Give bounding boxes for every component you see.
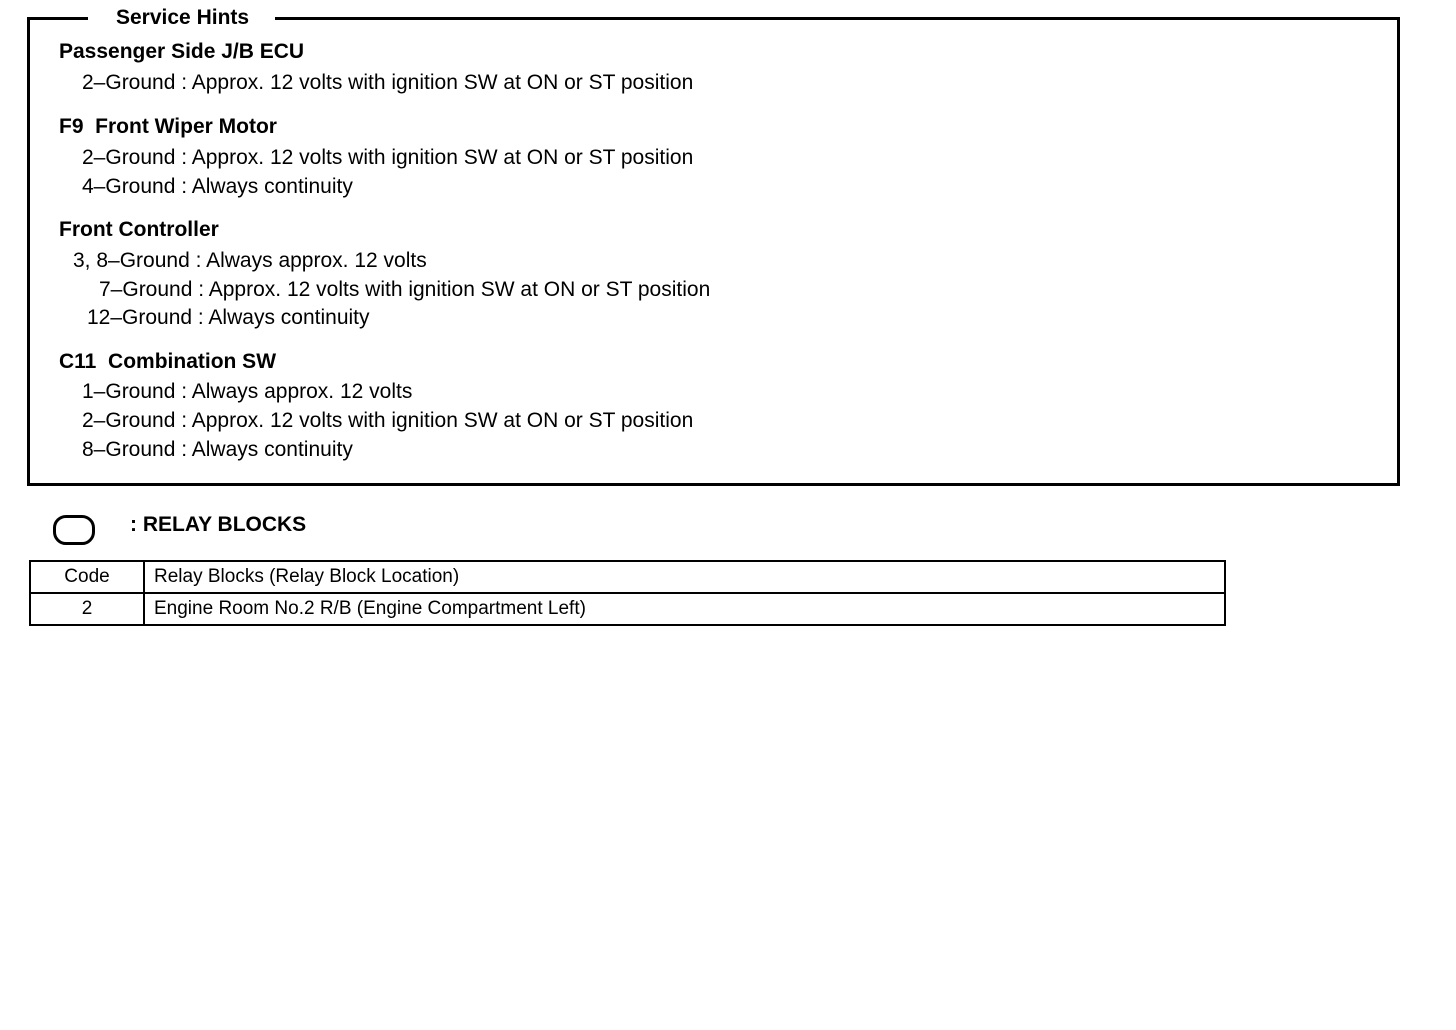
table-header-row <box>30 561 1225 593</box>
hint-line: 1–Ground : Always approx. 12 volts <box>82 380 413 403</box>
hint-line: 7–Ground : Approx. 12 volts with ignition SW at ON or ST position <box>99 278 711 301</box>
relay-blocks-legend-label: : RELAY BLOCKS <box>130 513 307 536</box>
relay-blocks-table <box>29 560 1226 626</box>
hint-line: 4–Ground : Always continuity <box>82 175 353 198</box>
service-hints-title: Service Hints <box>88 6 275 30</box>
table-row <box>30 593 1225 625</box>
table-cell-location: Engine Room No.2 R/B (Engine Compartment Left) <box>144 593 1225 625</box>
section-heading-combination-sw: C11 Combination SW <box>59 350 277 373</box>
hint-line: 8–Ground : Always continuity <box>82 438 353 461</box>
hint-line: 3, 8–Ground : Always approx. 12 volts <box>73 249 427 272</box>
column-header-relay-blocks: Relay Blocks (Relay Block Location) <box>144 561 1225 593</box>
section-heading-passenger-jb-ecu: Passenger Side J/B ECU <box>59 40 305 63</box>
column-header-code: Code <box>30 561 144 593</box>
section-heading-front-controller: Front Controller <box>59 218 219 241</box>
table-cell-code: 2 <box>30 593 144 625</box>
relay-block-symbol-icon <box>53 515 95 545</box>
section-heading-front-wiper-motor: F9 Front Wiper Motor <box>59 115 277 138</box>
hint-line: 2–Ground : Approx. 12 volts with ignition SW at ON or ST position <box>82 146 694 169</box>
hint-line: 12–Ground : Always continuity <box>87 306 370 329</box>
hint-line: 2–Ground : Approx. 12 volts with ignition SW at ON or ST position <box>82 409 694 432</box>
hint-line: 2–Ground : Approx. 12 volts with ignition SW at ON or ST position <box>82 71 694 94</box>
